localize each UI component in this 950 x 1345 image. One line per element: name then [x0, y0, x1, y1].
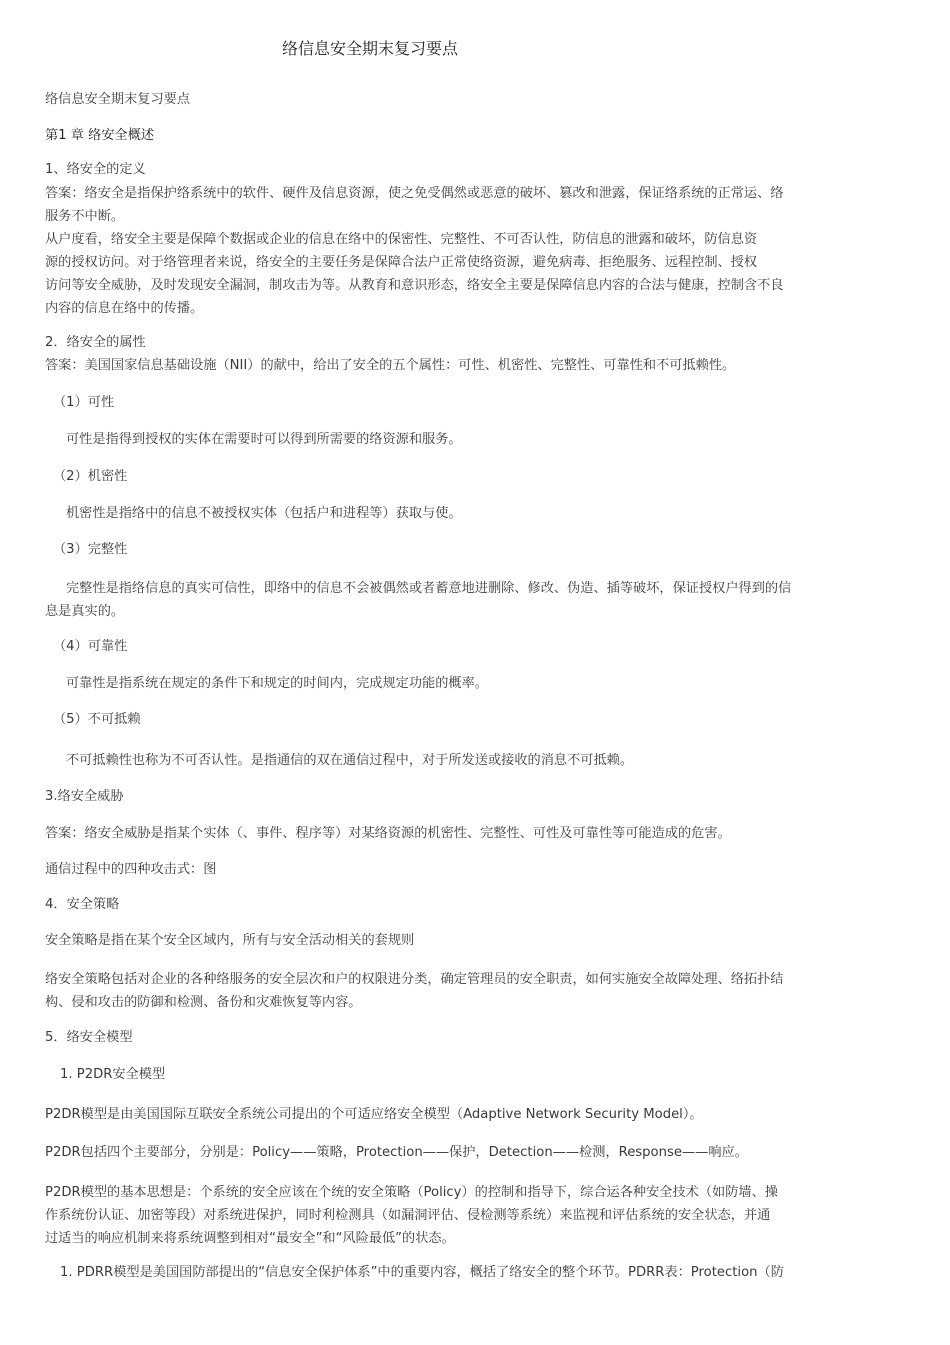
chapter-heading: 第1 章 络安全概述: [45, 128, 155, 143]
paragraph-line: 不可抵赖性也称为不可否认性。是指通信的双在通信过程中，对于所发送或接收的消息不可抵赖。: [66, 753, 634, 768]
section-heading: 5．络安全模型: [45, 1030, 133, 1045]
doc-subtitle: 络信息安全期末复习要点: [45, 92, 191, 107]
paragraph-line: P2DR模型的基本思想是：个系统的安全应该在个统的安全策略（Policy）的控制和指导下，综合运各种安全技术（如防墙、操: [45, 1185, 778, 1200]
paragraph-line: 安全策略是指在某个安全区域内，所有与安全活动相关的套规则: [45, 933, 415, 948]
section-heading: 1、络安全的定义: [45, 162, 146, 177]
list-item: 1. PDRR模型是美国国防部提出的“信息安全保护体系”中的重要内容，概括了络安全的整个环节。PDRR表：Protection（防: [60, 1265, 784, 1280]
paragraph-line: 息是真实的。: [45, 604, 125, 619]
paragraph-line: 答案：络安全威胁是指某个实体（、事件、程序等）对某络资源的机密性、完整性、可性及可靠性等可能造成的危害。: [45, 826, 731, 841]
paragraph-line: 机密性是指络中的信息不被授权实体（包括户和进程等）获取与使。: [66, 506, 462, 521]
paragraph-line: 从户度看，络安全主要是保障个数据或企业的信息在络中的保密性、完整性、不可否认性，防信息的泄露和破坏，防信息资: [45, 232, 758, 247]
paragraph-line: 答案：美国国家信息基础设施（NII）的献中，给出了安全的五个属性：可性、机密性、完整性、可靠性和不可抵赖性。: [45, 358, 736, 373]
paragraph-line: 过适当的响应机制来将系统调整到相对“最安全”和“风险最低”的状态。: [45, 1231, 455, 1246]
list-item: 1. P2DR安全模型: [60, 1067, 166, 1082]
paragraph-line: 可性是指得到授权的实体在需要时可以得到所需要的络资源和服务。: [66, 432, 462, 447]
section-heading: 2．络安全的属性: [45, 335, 146, 350]
document-title: 络信息安全期末复习要点: [281, 39, 458, 58]
paragraph-line: 作系统份认证、加密等段）对系统进保护，同时利检测具（如漏洞评估、侵检测等系统）来监视和评估系统的安全状态，并通: [45, 1208, 771, 1223]
paragraph-line: 构、侵和攻击的防御和检测、备份和灾难恢复等内容。: [45, 995, 362, 1010]
subsection-heading: （3）完整性: [53, 542, 128, 557]
paragraph-line: 答案：络安全是指保护络系统中的软件、硬件及信息资源，使之免受偶然或恶意的破坏、篡改和泄露，保证络系统的正常运、络: [45, 186, 784, 201]
paragraph-line: 内容的信息在络中的传播。: [45, 301, 204, 316]
paragraph-line: 可靠性是指系统在规定的条件下和规定的时间内，完成规定功能的概率。: [66, 676, 488, 691]
paragraph-line: 完整性是指络信息的真实可信性，即络中的信息不会被偶然或者蓄意地进删除、修改、伪造、插等破坏，保证授权户得到的信: [66, 581, 792, 596]
section-heading: 4．安全策略: [45, 897, 120, 912]
section-heading: 3.络安全威胁: [45, 789, 124, 804]
paragraph-line: P2DR包括四个主要部分，分别是：Policy——策略，Protection——保护，Detection——检测，Response——响应。: [45, 1145, 748, 1160]
paragraph-line: 络安全策略包括对企业的各种络服务的安全层次和户的权限进分类，确定管理员的安全职责，如何实施安全故障处理、络拓扑结: [45, 972, 784, 987]
paragraph-line: P2DR模型是由美国国际互联安全系统公司提出的个可适应络安全模型（Adaptive Network Security Model）。: [45, 1107, 703, 1122]
paragraph-line: 访问等安全威胁，及时发现安全漏洞，制攻击为等。从教育和意识形态，络安全主要是保障信息内容的合法与健康，控制含不良: [45, 278, 784, 293]
paragraph-line: 通信过程中的四种攻击式：图: [45, 862, 217, 877]
paragraph-line: 服务不中断。: [45, 209, 125, 224]
subsection-heading: （5）不可抵赖: [53, 712, 141, 727]
subsection-heading: （2）机密性: [53, 469, 128, 484]
subsection-heading: （4）可靠性: [53, 639, 128, 654]
subsection-heading: （1）可性: [53, 395, 115, 410]
paragraph-line: 源的授权访问。对于络管理者来说，络安全的主要任务是保障合法户正常使络资源，避免病毒、拒绝服务、远程控制、授权: [45, 255, 758, 270]
